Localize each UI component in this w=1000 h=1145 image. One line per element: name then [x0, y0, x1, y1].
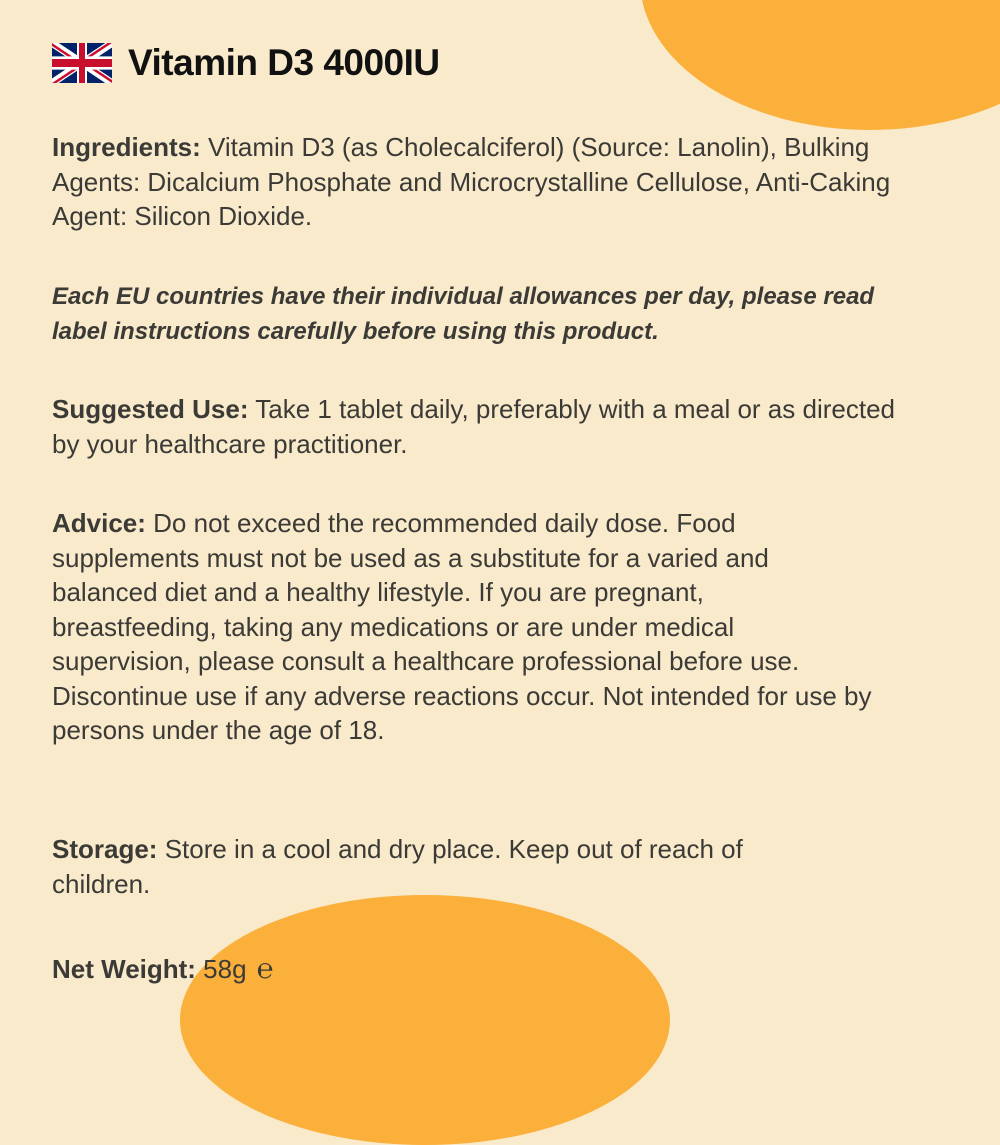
storage-text: Store in a cool and dry place. Keep out of reach of children.	[52, 834, 743, 899]
net-weight-label: Net Weight:	[52, 954, 196, 984]
advice-text: Do not exceed the recommended daily dose. Food supplements must not be used as a substitute for a varied and balanced diet and a healthy lifestyle. If you are pregnant, breastfeeding, taking any medications or are under medical supervision, please consult a healthcare professional before use. Discontinue use if any adverse reactions occur. Not intended for use by persons under the age of 18.	[52, 508, 872, 745]
suggested-use-text: Take 1 tablet daily, preferably with a meal or as directed by your healthcare practitioner.	[52, 394, 895, 459]
product-title: Vitamin D3 4000IU	[128, 42, 440, 83]
storage-section	[52, 832, 752, 901]
ingredients-section	[52, 130, 912, 234]
advice-section	[52, 506, 872, 748]
title-row	[52, 40, 932, 86]
net-weight-value: 58g	[195, 954, 247, 984]
product-label	[52, 40, 932, 984]
storage-label: Storage:	[52, 834, 158, 864]
suggested-use-section	[52, 392, 912, 461]
suggested-use-label: Suggested Use:	[52, 394, 249, 424]
ingredients-text: Vitamin D3 (as Cholecalciferol) (Source: Lanolin), Bulking Agents: Dicalcium Phosphate and Microcrystalline Cellulose, Anti-Caking Agent: Silicon Dioxide.	[52, 132, 891, 231]
uk-flag-icon	[52, 43, 112, 83]
eu-allowance-note: Each EU countries have their individual allowances per day, please read label instructions carefully before using this product.	[52, 283, 875, 345]
ingredients-label: Ingredients:	[52, 132, 201, 162]
net-weight-section	[52, 952, 652, 987]
estimated-sign-icon: ℮	[256, 953, 274, 984]
advice-label: Advice:	[52, 508, 146, 538]
decorative-blob-bottom	[180, 895, 670, 1145]
